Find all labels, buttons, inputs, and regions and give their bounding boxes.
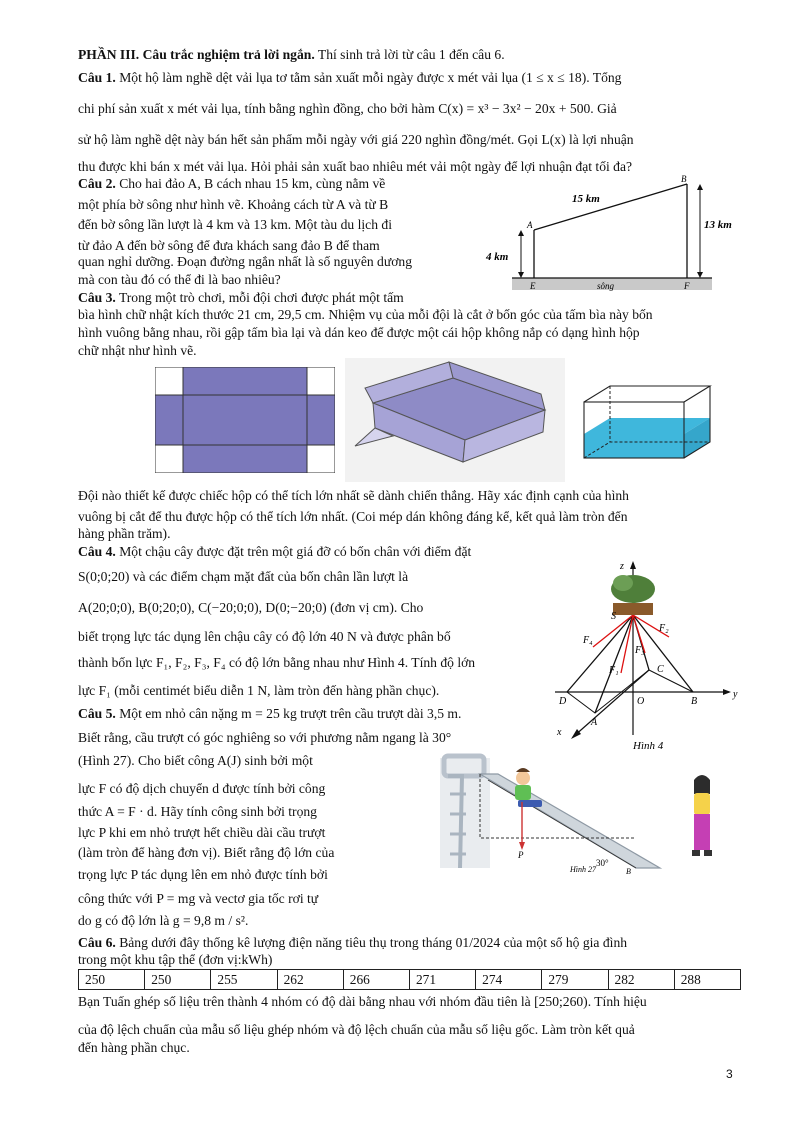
q3-line-3: hình vuông bằng nhau, rồi gập tấm bìa lại và dán keo để được một cái hộp không nắp có dạng hình hộp [78, 325, 640, 340]
table-cell: 266 [343, 970, 409, 990]
q6-text-1: Bảng dưới đây thống kê lượng điện năng tiêu thụ trong tháng 01/2024 của một số hộ gia đình [119, 935, 628, 950]
table-cell: 250 [145, 970, 211, 990]
child-head [516, 771, 530, 785]
cardboard-figure [155, 367, 335, 473]
segment-AB [534, 184, 687, 230]
part-title: PHẦN III. Câu trắc nghiệm trả lời ngắn. [78, 47, 315, 62]
q5-line-9: công thức với P = mg và vectơ gia tốc rơi tự [78, 891, 319, 906]
q2-line-6: mà con tàu đó có thể đi là bao nhiêu? [78, 272, 281, 287]
corner-square [307, 445, 335, 473]
girl-shirt [694, 793, 710, 815]
label-15km: 15 km [572, 193, 600, 205]
label-B: B [626, 867, 631, 875]
q3-line-4: chữ nhật như hình vẽ. [78, 343, 197, 358]
label-z: z [620, 561, 624, 572]
q5-line-2: Biết rằng, cầu trượt có góc nghiêng so với phương nằm ngang là 30° [78, 730, 452, 745]
girl-shoe [704, 850, 712, 856]
figure-27-caption: Hình 27 [570, 865, 596, 874]
q2-text-1: Cho hai đảo A, B cách nhau 15 km, cùng nằm về [119, 176, 386, 191]
q4-line-4: biết trọng lực tác dụng lên chậu cây có độ lớn 40 N và được phân bố [78, 629, 451, 644]
y-arrow-icon [723, 689, 731, 695]
girl-pants [694, 814, 710, 850]
water-front [584, 434, 684, 458]
table-cell: 250 [79, 970, 145, 990]
point-E: E [530, 281, 536, 291]
q5-text-1: Một em nhỏ cân nặng m = 25 kg trượt trên cầu trượt dài 3,5 m. [119, 706, 462, 721]
q6-line-5: đến hàng phần chục. [78, 1040, 190, 1055]
q1-line-4: thu được khi bán x mét vải lụa. Hỏi phải sản xuất bao nhiêu mét vải một ngày để lợi nhuận đạt tối đa? [78, 159, 633, 174]
q4-label: Câu 4. [78, 544, 116, 559]
q6-label: Câu 6. [78, 935, 116, 950]
q2-line-2: một phía bờ sông như hình vẽ. Khoảng cách từ A và từ B [78, 197, 389, 212]
islands-figure [482, 170, 744, 292]
label-S: S [611, 611, 616, 622]
box-top-edge [584, 386, 710, 402]
q3-text-1: Trong một trò chơi, mỗi đội chơi được phát một tấm [118, 290, 404, 305]
label-B: B [691, 696, 698, 707]
slide-surface [480, 774, 660, 868]
q4-line-5: thành bốn lực F₁, F₂, F₃, F₄ có độ lớn bằng nhau như Hình 4. Tính độ lớn [78, 655, 476, 670]
q2-line-3: đến bờ sông lần lượt là 4 km và 13 km. Một tàu du lịch đi [78, 217, 392, 232]
plant-pot [613, 603, 653, 615]
child-hair [516, 768, 530, 772]
q1-line-2: chi phí sản xuất x mét vải lụa, tính bằng nghìn đồng, cho bởi hàm C(x) = x³ − 3x² − 20x + 500. Giả [78, 101, 617, 116]
q5-line-3: (Hình 27). Cho biết công A(J) sinh bởi một [78, 753, 313, 768]
q5-line-5: thức A = F · d. Hãy tính công sinh bởi trọng [78, 804, 317, 819]
point-F: F [684, 281, 690, 291]
girl-shoe [692, 850, 700, 856]
base-quad [567, 670, 693, 713]
point-B: B [681, 174, 687, 184]
water-box-figure [580, 374, 716, 462]
q5-line-7: (làm tròn để hàng đơn vị). Biết rằng độ lớn của [78, 845, 335, 860]
child-shirt [515, 785, 531, 800]
q5-label: Câu 5. [78, 706, 116, 721]
q4-line-1 [78, 541, 471, 563]
q2-line-5: quan nghỉ dưỡng. Đoạn đường ngắn nhất là số nguyên dương [78, 254, 413, 269]
arrow-down-icon [518, 272, 524, 278]
q5-line-4: lực F có độ dịch chuyển d được tính bởi công [78, 781, 326, 796]
label-P: P [518, 850, 524, 860]
plant-stand-figure [553, 555, 749, 755]
part-header [78, 44, 505, 66]
label-river: sông [597, 281, 615, 291]
arrow-up-icon [697, 184, 703, 190]
q6-line-2: trong một khu tập thể (đơn vị:kWh) [78, 952, 273, 967]
table-cell: 279 [542, 970, 608, 990]
q1-text-1: Một hộ làm nghề dệt vải lụa tơ tằm sản xuất mỗi ngày được x mét vải lụa (1 ≤ x ≤ 18). Tổng [119, 70, 622, 85]
label-D: D [559, 696, 567, 707]
q1-line-1 [78, 67, 621, 89]
label-F3: F₃ [635, 645, 645, 656]
label-4km: 4 km [486, 251, 509, 263]
q1-label: Câu 1. [78, 70, 116, 85]
q2-label: Câu 2. [78, 176, 116, 191]
q3-line-7: hàng phần trăm). [78, 526, 171, 541]
label-F4: F₄ [583, 635, 593, 646]
corner-square [307, 367, 335, 395]
table-cell: 255 [211, 970, 277, 990]
q6-line-4: của độ lệch chuẩn của mẫu số liệu ghép nhóm và độ lệch chuẩn của mẫu số liệu gốc. Làm tròn kết quả [78, 1022, 635, 1037]
q4-line-2: S(0;0;20) và các điểm chạm mặt đất của bốn chân lần lượt là [78, 569, 409, 584]
point-A: A [527, 220, 533, 230]
slide-figure [440, 750, 745, 875]
label-O: O [637, 696, 645, 707]
corner-square [155, 367, 183, 395]
table-row [79, 970, 741, 990]
q2-line-4: từ đảo A đến bờ sông để đưa khách sang đảo B để tham [78, 238, 380, 253]
label-A: A [591, 717, 598, 728]
q3-line-2: bìa hình chữ nhật kích thước 21 cm, 29,5 cm. Nhiệm vụ của mỗi đội là cắt ở bốn góc của tấm bìa này bốn [78, 307, 653, 322]
q4-line-3: A(20;0;0), B(0;20;0), C(−20;0;0), D(0;−20;0) (đơn vị cm). Cho [78, 600, 424, 615]
data-table [78, 969, 741, 990]
table-cell: 274 [476, 970, 542, 990]
arrow-down-icon [519, 842, 525, 850]
part-instruction: Thí sinh trả lời từ câu 1 đến câu 6. [317, 47, 505, 62]
q5-line-10: do g có độ lớn là g = 9,8 m / s². [78, 913, 249, 928]
label-C: C [657, 664, 664, 675]
table-cell: 271 [409, 970, 475, 990]
arrow-down-icon [697, 272, 703, 278]
page-number: 3 [726, 1067, 733, 1081]
plant-foliage [613, 575, 633, 591]
q5-line-6: lực P khi em nhỏ trượt hết chiều dài cầu trượt [78, 825, 326, 840]
arrow-up-icon [518, 230, 524, 236]
q4-text-1: Một chậu cây được đặt trên một giá đỡ có bốn chân với điểm đặt [119, 544, 472, 559]
z-arrow-icon [630, 561, 636, 569]
q4-line-6: lực F₁ (mỗi centimét biểu diễn 1 N, làm tròn đến hàng phần chục). [78, 683, 440, 698]
q3-line-6: vuông bị cắt để thu được hộp có thể tích lớn nhất. (Coi mép dán không đáng kể, kết quả làm tròn đến [78, 509, 628, 524]
q3-line-5: Đội nào thiết kế được chiếc hộp có thể tích lớn nhất sẽ dành chiến thắng. Hãy xác định cạnh của hình [78, 488, 629, 503]
table-cell: 282 [608, 970, 674, 990]
q5-line-1 [78, 703, 461, 725]
label-y: y [733, 689, 738, 700]
folding-box-figure [345, 358, 565, 482]
leg-SD [567, 615, 633, 692]
incline-line [488, 780, 636, 868]
q1-line-3: sử hộ làm nghề dệt này bán hết sản phẩm mỗi ngày với giá 220 nghìn đồng/mét. Gọi L(x) là lợi nhuận [78, 132, 634, 147]
q2-line-1 [78, 173, 385, 195]
q3-label: Câu 3. [78, 290, 116, 305]
label-F2: F₂ [659, 623, 669, 634]
label-x: x [557, 727, 562, 738]
q6-line-3: Bạn Tuấn ghép số liệu trên thành 4 nhóm có độ dài bằng nhau với nhóm đầu tiên là [250;260). Tính hiệu [78, 994, 647, 1009]
table-cell: 262 [277, 970, 343, 990]
q5-line-8: trọng lực P tác dụng lên em nhỏ được tính bởi [78, 867, 328, 882]
corner-square [155, 445, 183, 473]
label-13km: 13 km [704, 219, 732, 231]
label-F1: F₁ [609, 665, 619, 676]
figure-4-caption: Hình 4 [633, 740, 664, 752]
table-cell: 288 [674, 970, 740, 990]
girl-hair [694, 775, 710, 794]
label-angle: 30° [596, 858, 609, 868]
